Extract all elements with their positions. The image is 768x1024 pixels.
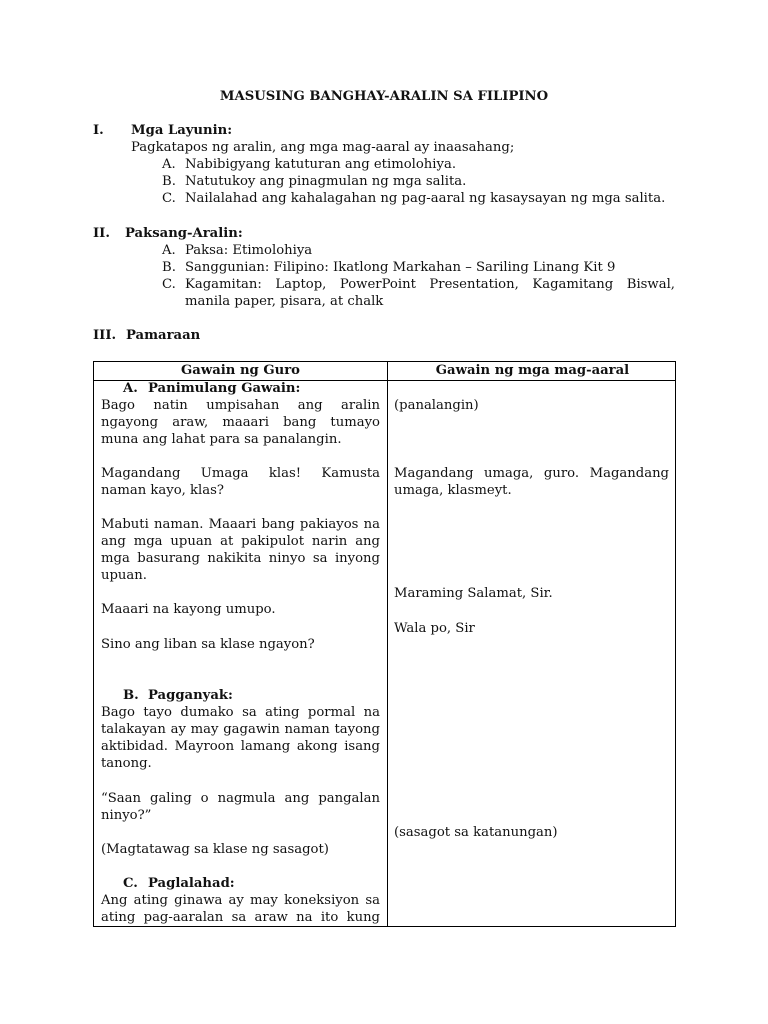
- paksa-item: Sanggunian: Filipino: Ikatlong Markahan – Sariling Linang Kit 9: [185, 260, 616, 275]
- subsection-paglalahad: [123, 875, 235, 892]
- layunin-item: Nabibigyang katuturan ang etimolohiya.: [185, 157, 457, 172]
- section-numeral-2: II.: [93, 226, 110, 241]
- teacher-line: Maaari na kayong umupo.: [101, 602, 276, 617]
- student-line: Magandang umaga, guro. Magandang umaga, klasmeyt.: [394, 466, 669, 498]
- section-heading-paksa: Paksang-Aralin:: [125, 226, 243, 241]
- layunin-item: Nailalahad ang kahalagahan ng pag-aaral ng kasaysayan ng mga salita.: [185, 191, 666, 206]
- paksa-item-letter: B.: [162, 260, 176, 275]
- layunin-item-letter: B.: [162, 174, 176, 189]
- subsection-title: Paglalahad:: [148, 876, 235, 891]
- teacher-line: Sino ang liban sa klase ngayon?: [101, 637, 315, 652]
- subsection-title: Panimulang Gawain:: [148, 381, 301, 396]
- activity-table: [93, 361, 676, 927]
- teacher-line: Mabuti naman. Maaari bang pakiayos na ang mga upuan at pakipulot narin ang mga basurang nakikita ninyo sa inyong upuan.: [101, 517, 380, 583]
- layunin-item-letter: C.: [162, 191, 176, 206]
- teacher-line: “Saan galing o nagmula ang pangalan ninyo?”: [101, 791, 380, 823]
- subsection-panimula: [123, 380, 300, 397]
- teacher-line: Magandang Umaga klas! Kamusta naman kayo, klas?: [101, 466, 380, 498]
- subsection-pagganyak: [123, 687, 233, 704]
- student-line: Wala po, Sir: [394, 621, 475, 636]
- subsection-title: Pagganyak:: [148, 688, 233, 703]
- student-line: (panalangin): [394, 398, 479, 413]
- subsection-letter: A.: [123, 381, 138, 396]
- paksa-item: Paksa: Etimolohiya: [185, 243, 313, 258]
- student-line: (sasagot sa katanungan): [394, 825, 558, 840]
- section-numeral-1: I.: [93, 123, 104, 138]
- layunin-intro: Pagkatapos ng aralin, ang mga mag-aaral ay inaasahang;: [131, 140, 515, 155]
- header-students: Gawain ng mga mag-aaral: [435, 363, 630, 378]
- column-divider: [387, 362, 388, 926]
- teacher-line: Bago natin umpisahan ang aralin ngayong araw, maaari bang tumayo muna ang lahat para sa panalangin.: [101, 398, 380, 447]
- section-heading-pamaraan: Pamaraan: [126, 328, 201, 343]
- paksa-item-letter: C.: [162, 277, 176, 292]
- teacher-line: Bago tayo dumako sa ating pormal na talakayan ay may gagawin naman tayong aktibidad. Mayroon lamang akong isang tanong.: [101, 705, 380, 771]
- section-numeral-3: III.: [93, 328, 117, 343]
- subsection-letter: C.: [123, 876, 138, 891]
- teacher-line: Ang ating ginawa ay may koneksiyon sa ating pag-aaralan sa araw na ito kung: [101, 893, 380, 925]
- layunin-item: Natutukoy ang pinagmulan ng mga salita.: [185, 174, 467, 189]
- section-heading-layunin: Mga Layunin:: [131, 123, 233, 138]
- paksa-item: Kagamitan: Laptop, PowerPoint Presentation, Kagamitang Biswal, manila paper, pisara, at chalk: [185, 277, 675, 309]
- header-teacher: Gawain ng Guro: [181, 363, 300, 378]
- student-line: Maraming Salamat, Sir.: [394, 586, 553, 601]
- subsection-letter: B.: [123, 688, 139, 703]
- paksa-item-letter: A.: [162, 243, 176, 258]
- layunin-item-letter: A.: [162, 157, 176, 172]
- teacher-line: (Magtatawag sa klase ng sasagot): [101, 842, 329, 857]
- document-title: MASUSING BANGHAY-ARALIN SA FILIPINO: [219, 89, 549, 104]
